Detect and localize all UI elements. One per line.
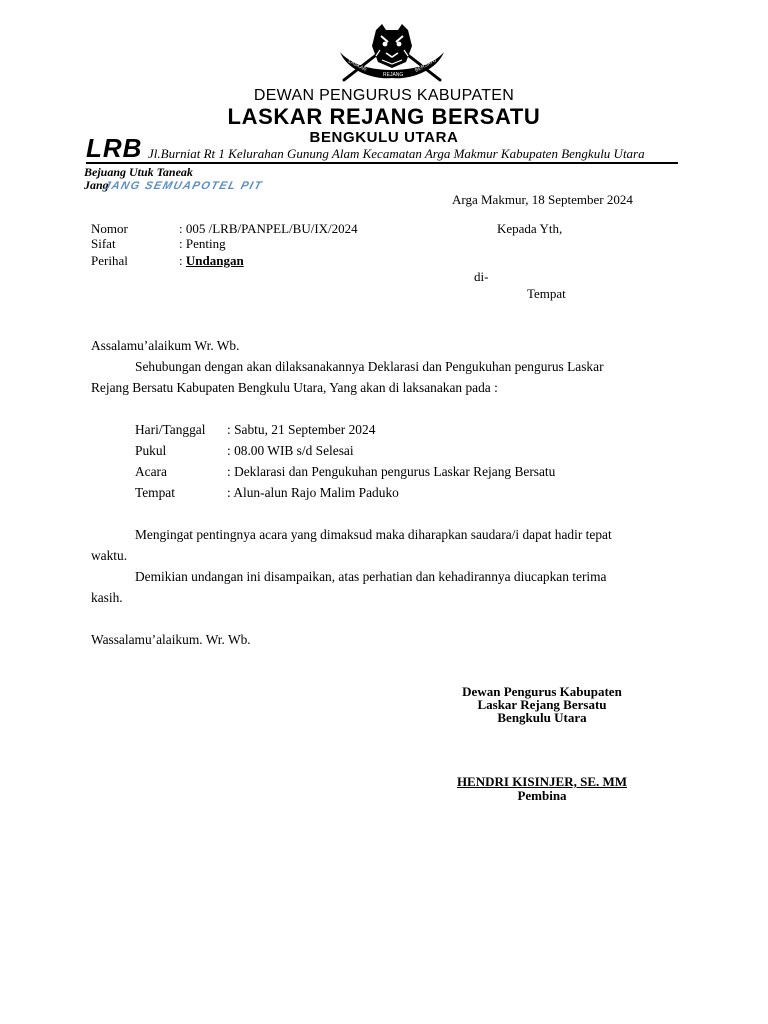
letterhead-line-3: BENGKULU UTARA (309, 129, 459, 146)
signature-org-line-3: Bengkulu Utara (497, 710, 587, 725)
paragraph-3-line-2: kasih. (91, 590, 123, 605)
event-label-place: Tempat (135, 485, 175, 500)
perihal-value-row (179, 253, 244, 269)
slogan-line-1: Bejuang Utuk Taneak (84, 165, 193, 179)
event-label-agenda: Acara (135, 464, 167, 479)
letterhead-title: LASKAR REJANG BERSATU (227, 104, 541, 129)
paragraph-1-line-1: Sehubungan dengan akan dilaksanakannya Deklarasi dan Pengukuhan pengurus Laskar (135, 359, 604, 374)
letter-date: Arga Makmur, 18 September 2024 (452, 192, 633, 207)
closing-salutation: Wassalamu’alaikum. Wr. Wb. (91, 632, 251, 647)
event-value-agenda: : Deklarasi dan Pengukuhan pengurus Laskar Rejang Bersatu (227, 464, 556, 479)
emblem-ribbon-left-text: LASKAR (347, 58, 368, 74)
sifat-value: : Penting (179, 236, 226, 251)
organization-emblem (336, 22, 448, 84)
perihal-label: Perihal (91, 253, 128, 268)
nomor-label: Nomor (91, 221, 128, 236)
greeting: Assalamu’alaikum Wr. Wb. (91, 338, 240, 353)
paragraph-2-line-1: Mengingat pentingnya acara yang dimaksud maka diharapkan saudara/i dapat hadir tepat (135, 527, 612, 542)
event-value-date: : Sabtu, 21 September 2024 (227, 422, 376, 437)
paragraph-1-line-2: Rejang Bersatu Kabupaten Bengkulu Utara, Yang akan di laksanakan pada : (91, 380, 498, 395)
perihal-value: Undangan (185, 253, 244, 268)
signature-org-line-2: Laskar Rejang Bersatu (477, 697, 607, 712)
event-value-place: : Alun-alun Rajo Malim Paduko (227, 485, 399, 500)
signatory-name-row (422, 775, 662, 789)
event-value-time: : 08.00 WIB s/d Selesai (227, 443, 354, 458)
event-label-time: Pukul (135, 443, 167, 458)
recipient-line-2: di- (474, 269, 489, 284)
letterhead-divider (86, 162, 678, 164)
nomor-value: : 005 /LRB/PANPEL/BU/IX/2024 (179, 221, 358, 236)
event-label-date: Hari/Tanggal (135, 422, 206, 437)
recipient-line-3: Tempat (527, 286, 566, 301)
letterhead-line-1: DEWAN PENGURUS KABUPATEN (253, 87, 515, 104)
slogan-overlay-text: JANG SEMUAPOTEL PIT (102, 180, 265, 192)
paragraph-3-line-1: Demikian undangan ini disampaikan, atas perhatian dan kehadirannya diucapkan terima (135, 569, 607, 584)
letterhead-address: Jl.Burniat Rt 1 Kelurahan Gunung Alam Kecamatan Arga Makmur Kabupaten Bengkulu Utara (148, 146, 645, 161)
signatory-title: Pembina (517, 788, 567, 803)
perihal-colon: : (179, 253, 183, 268)
emblem-ribbon-right-text: BERSATU (414, 57, 438, 74)
recipient-line-1: Kepada Yth, (497, 221, 563, 236)
signatory-name: HENDRI KISINJER, SE. MM (456, 774, 628, 789)
lrb-logo-text: LRB (86, 133, 143, 163)
paragraph-2-line-2: waktu. (91, 548, 128, 563)
emblem-ribbon-mid-text: REJANG (383, 72, 404, 78)
sifat-label: Sifat (91, 236, 116, 251)
signature-org-line-1: Dewan Pengurus Kabupaten (462, 684, 622, 699)
slogan-line-2: Jang (84, 178, 109, 192)
